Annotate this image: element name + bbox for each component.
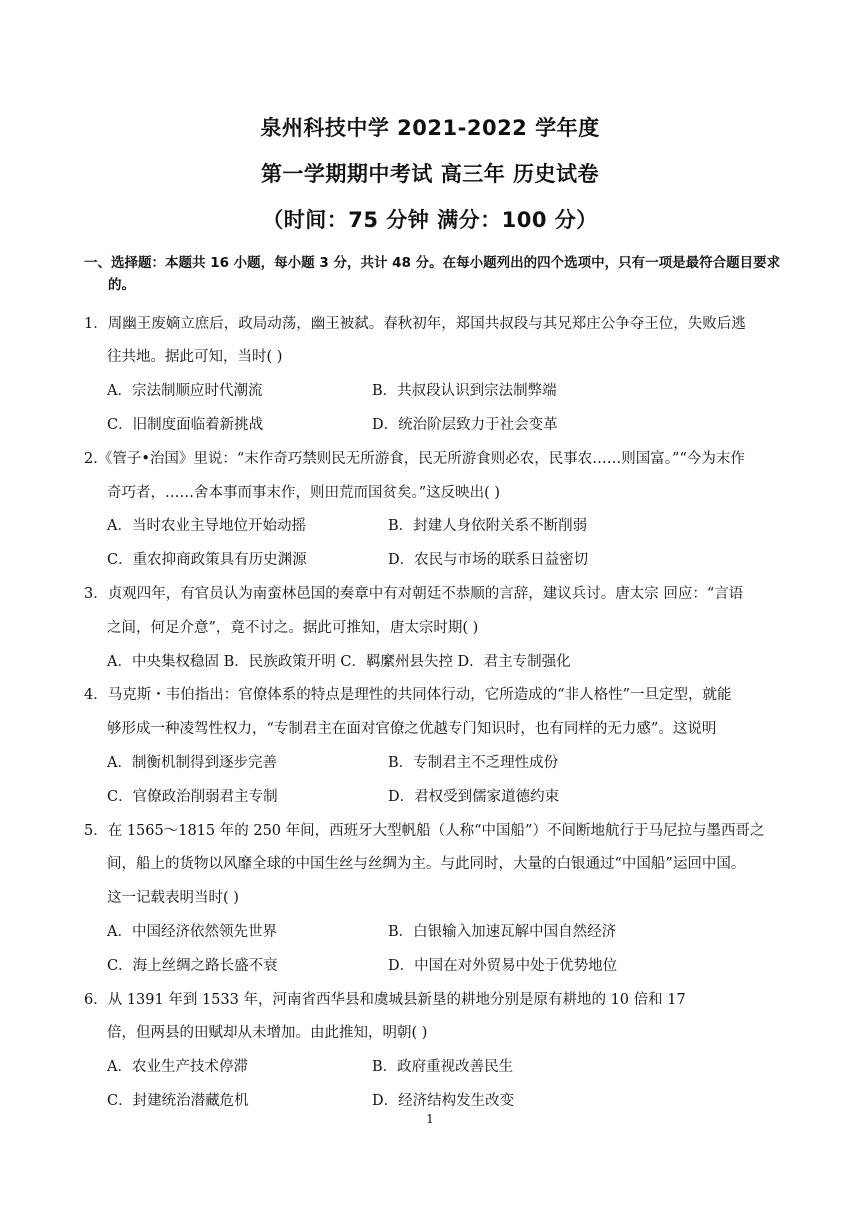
question-2-stem-line1: 2.《管子•治国》里说：“末作奇巧禁则民无所游食，民无所游食则必农，民事农……则国富。”“今为末作 [84, 451, 745, 467]
question-5-option-a: A．中国经济依然领先世界 [107, 924, 277, 940]
question-2-option-a: A．当时农业主导地位开始动摇 [107, 518, 306, 534]
section-heading: 一、选择题：本题共 16 小题，每小题 3 分，共计 48 分。在每小题列出的四个选项中，只有一项是最符合题目要求的。 [84, 255, 781, 293]
question-1-stem-line1: 1．周幽王废嫡立庶后，政局动荡，幽王被弑。春秋初年，郑国共叔段与其兄郑庄公争夺王位，失败后逃 [84, 316, 746, 332]
question-3-stem-line2: 之间，何足介意”，竟不讨之。据此可推知，唐太宗时期( ) [107, 620, 479, 636]
question-6-stem-line1: 6．从 1391 年到 1533 年，河南省西华县和虞城县新垦的耕地分别是原有耕地的 10 倍和 17 [84, 992, 686, 1008]
question-2-option-b: B．封建人身依附关系不断削弱 [388, 518, 588, 534]
exam-title-time-score: （时间：75 分钟 满分：100 分） [262, 208, 598, 232]
question-6-stem-line2: 倍，但两县的田赋却从未增加。由此推知，明朝( ) [107, 1025, 428, 1041]
question-1-option-c: C．旧制度面临着新挑战 [107, 417, 264, 433]
question-6-option-b: B．政府重视改善民生 [372, 1059, 514, 1075]
question-5-option-d: D．中国在对外贸易中处于优势地位 [388, 958, 618, 974]
question-5-stem-line2: 间，船上的货物以风靡全球的中国生丝与丝绸为主。与此同时，大量的白银通过“中国船”运回中国。 [107, 856, 746, 872]
exam-title-subject: 第一学期期中考试 高三年 历史试卷 [260, 162, 600, 186]
question-5-option-b: B．白银输入加速瓦解中国自然经济 [388, 924, 617, 940]
question-3-stem-line1: 3．贞观四年，有官员认为南蛮林邑国的奏章中有对朝廷不恭顺的言辞，建议兵讨。唐太宗 回应：“言语 [84, 586, 744, 602]
question-5-stem-line1: 5．在 1565～1815 年的 250 年间，西班牙大型帆船（人称“中国船”）不间断地航行于马尼拉与墨西哥之 [84, 823, 765, 839]
exam-title-school: 泉州科技中学 2021-2022 学年度 [260, 116, 600, 140]
question-4-stem-line2: 够形成一种凌驾性权力，“专制君主在面对官僚之优越专门知识时，也有同样的无力感”。这说明 [107, 721, 717, 737]
question-4-option-a: A．制衡机制得到逐步完善 [107, 755, 277, 771]
question-5-option-c: C．海上丝绸之路长盛不衰 [107, 958, 278, 974]
question-6-option-a: A．农业生产技术停滞 [107, 1059, 248, 1075]
question-3-options-inline: A．中央集权稳固 B．民族政策开明 C．羁縻州县失控 D．君主专制强化 [107, 654, 571, 670]
question-1-stem-line2: 往共地。据此可知，当时( ) [107, 349, 283, 365]
question-4-stem-line1: 4．马克斯・韦伯指出：官僚体系的特点是理性的共同体行动，它所造成的“非人格性”一旦定型，就能 [84, 687, 732, 703]
question-2-stem-line2: 奇巧者，……舍本事而事末作，则田荒而国贫矣。”这反映出( ) [107, 485, 501, 501]
question-4-option-c: C．官僚政治削弱君主专制 [107, 789, 278, 805]
question-6-option-c: C．封建统治潜藏危机 [107, 1093, 249, 1109]
question-2-option-d: D．农民与市场的联系日益密切 [388, 552, 589, 568]
question-5-stem-line3: 这一记载表明当时( ) [107, 890, 239, 906]
question-6-option-d: D．经济结构发生改变 [372, 1093, 515, 1109]
question-2-option-c: C．重农抑商政策具有历史渊源 [107, 552, 307, 568]
question-1-option-a: A．宗法制顺应时代潮流 [107, 383, 263, 399]
question-1-option-d: D．统治阶层致力于社会变革 [372, 417, 558, 433]
page-number: 1 [426, 1112, 434, 1126]
question-4-option-b: B．专制君主不乏理性成份 [388, 755, 559, 771]
question-1-option-b: B．共叔段认识到宗法制弊端 [372, 383, 557, 399]
question-4-option-d: D．君权受到儒家道德约束 [388, 789, 560, 805]
